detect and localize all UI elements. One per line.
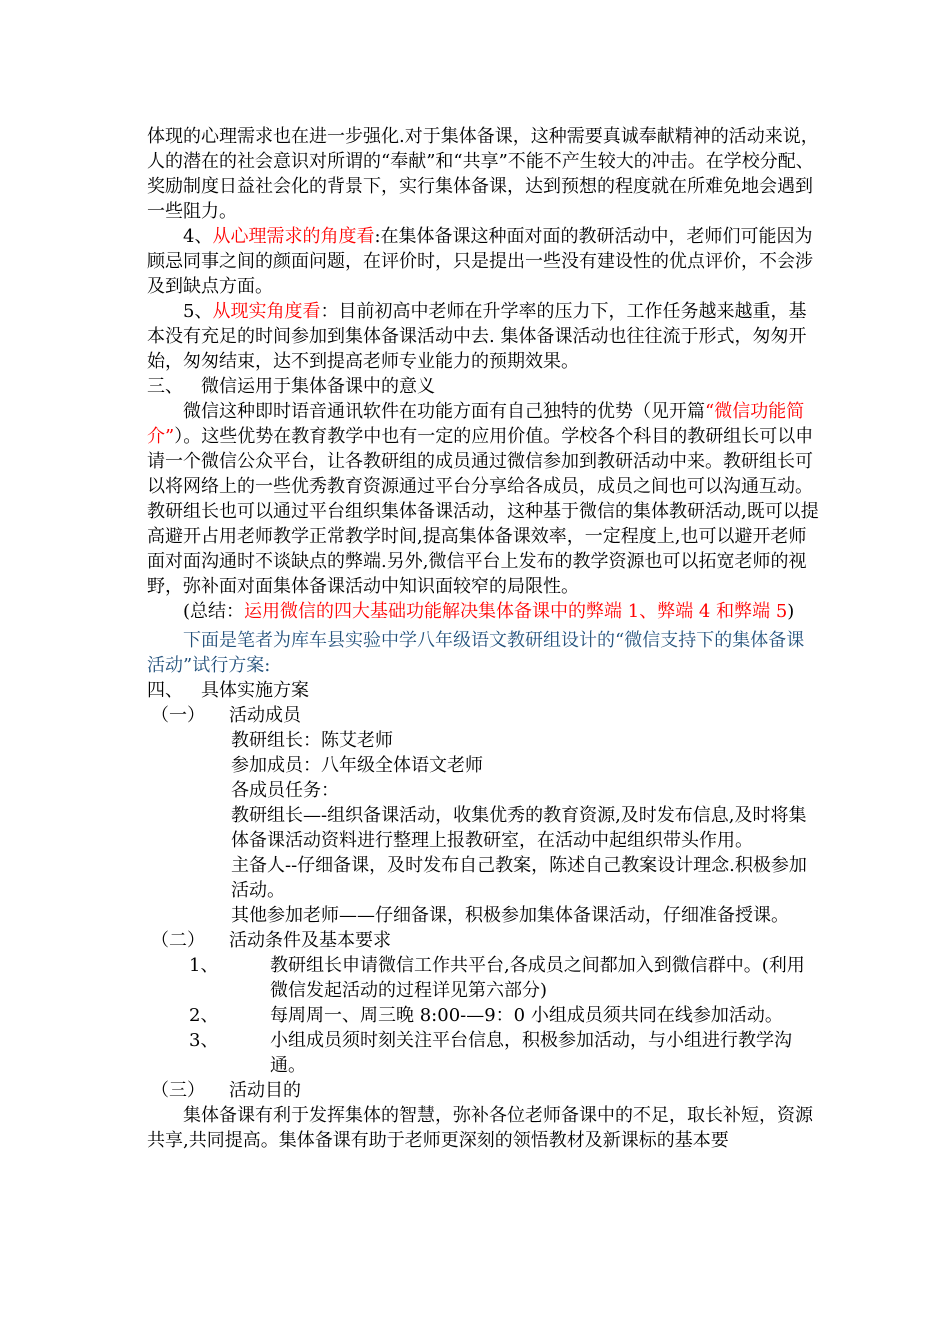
section-4-number: 四、 (147, 680, 183, 701)
requirement-item (147, 953, 822, 1003)
paragraph-summary (147, 599, 822, 624)
task-other-teachers: 其他参加老师——仔细备课，积极参加集体备课活动，仔细准备授课。 (231, 905, 789, 926)
summary-prefix: (总结： (183, 601, 245, 622)
part-3-title: 活动目的 (229, 1080, 301, 1101)
summary-suffix: ) (787, 601, 795, 622)
task-leader: 教研组长—-组织备课活动，收集优秀的教育资源,及时发布信息,及时将集体备课活动资料进行整理上报教研室，在活动中起组织带头作用。 (231, 805, 807, 851)
part-2-title: 活动条件及基本要求 (229, 930, 391, 951)
part-2-heading (147, 928, 822, 953)
point-5-heading: 从现实角度看 (212, 301, 321, 322)
wechat-significance-text-b: ）。这些优势在教育教学中也有一定的应用价值。学校各个科目的教研组长可以申请一个微信公众平台，让各教研组的成员通过微信参加到教研活动中来。教研组长可以将网络上的一些优秀教育资源通过平台分享给各成员，成员之间也可以沟通互动。教研组长也可以通过平台组织集体备课活动，这种基于微信的集体教研活动,既可以提高避开占用老师教学正常教学时间,提高集体备课效率，一定程度上,也可以避开老师面对面沟通时不谈缺点的弊端.另外,微信平台上发布的教学资源也可以拓宽老师的视野，弥补面对面集体备课活动中知识面较窄的局限性。 (147, 426, 819, 597)
section-4-title: 具体实施方案 (201, 680, 309, 701)
document-body (147, 124, 822, 1153)
section-3-heading (147, 374, 822, 399)
wechat-significance-text-a: 微信这种即时语音通讯软件在功能方面有自己独特的优势（见开篇 (183, 401, 705, 422)
point-5-number: 5、 (183, 301, 213, 322)
section-4-heading (147, 678, 822, 703)
paragraph-activity-purpose: 集体备课有利于发挥集体的智慧，弥补各位老师备课中的不足，取长补短，资源共享,共同提高。集体备课有助于老师更深刻的领悟教材及新课标的基本要 (147, 1105, 813, 1151)
point-4-heading: 从心理需求的角度看 (212, 226, 375, 247)
team-leader-line: 教研组长：陈艾老师 (231, 730, 393, 751)
requirement-text: 小组成员须时刻关注平台信息，积极参加活动，与小组进行教学沟通。 (270, 1030, 792, 1076)
part-2-number: （二） (151, 930, 205, 951)
part-3-heading (147, 1078, 822, 1103)
part-1-number: （一） (151, 705, 205, 726)
section-3-number: 三、 (147, 376, 183, 397)
requirement-item (147, 1003, 822, 1028)
requirement-number: 2、 (189, 1005, 219, 1026)
point-4-number: 4、 (183, 226, 213, 247)
paragraph-plan-intro: 下面是笔者为库车县实验中学八年级语文教研组设计的“微信支持下的集体备课活动”试行方案: (147, 630, 805, 676)
task-main-preparer: 主备人--仔细备课，及时发布自己教案，陈述自己教案设计理念.积极参加活动。 (231, 855, 807, 901)
part-1-title: 活动成员 (229, 705, 301, 726)
section-3-title: 微信运用于集体备课中的意义 (201, 376, 435, 397)
summary-highlight: 运用微信的四大基础功能解决集体备课中的弊端 1、弊端 4 和弊端 5 (244, 601, 788, 622)
paragraph-psychology-context: 体现的心理需求也在进一步强化.对于集体备课，这种需要真诚奉献精神的活动来说，人的潜在的社会意识对所谓的“奉献”和“共享”不能不产生较大的冲击。在学校分配、奖励制度日益社会化的背景下，实行集体备课，达到预想的程度就在所难免地会遇到一些阻力。 (147, 126, 819, 222)
member-tasks-title: 各成员任务： (231, 780, 339, 801)
point-5-text: ：目前初高中老师在升学率的压力下，工作任务越来越重，基本没有充足的时间参加到集体备课活动中去. 集体备课活动也往往流于形式，匆匆开始，匆匆结束，达不到提高老师专业能力的预期效果。 (147, 301, 807, 372)
requirement-text: 每周周一、周三晚 8:00-—9：0 小组成员须共同在线参加活动。 (270, 1005, 783, 1026)
requirement-text: 教研组长申请微信工作共平台,各成员之间都加入到微信群中。(利用微信发起活动的过程详见第六部分) (270, 955, 805, 1001)
point-4-text: :在集体备课这种面对面的教研活动中，老师们可能因为顾忌同事之间的颜面问题，在评价时，只是提出一些没有建设性的优点评价，不会涉及到缺点方面。 (147, 226, 813, 297)
requirement-number: 3、 (189, 1030, 219, 1051)
requirement-number: 1、 (189, 955, 219, 976)
requirement-item (147, 1028, 822, 1078)
paragraph-point-4 (147, 224, 822, 299)
team-members-line: 参加成员：八年级全体语文老师 (231, 755, 483, 776)
part-1-heading (147, 703, 822, 728)
part-3-number: （三） (151, 1080, 205, 1101)
wechat-intro-reference: “微信功能简介” (147, 401, 805, 447)
paragraph-wechat-significance (147, 399, 822, 599)
paragraph-point-5 (147, 299, 822, 374)
